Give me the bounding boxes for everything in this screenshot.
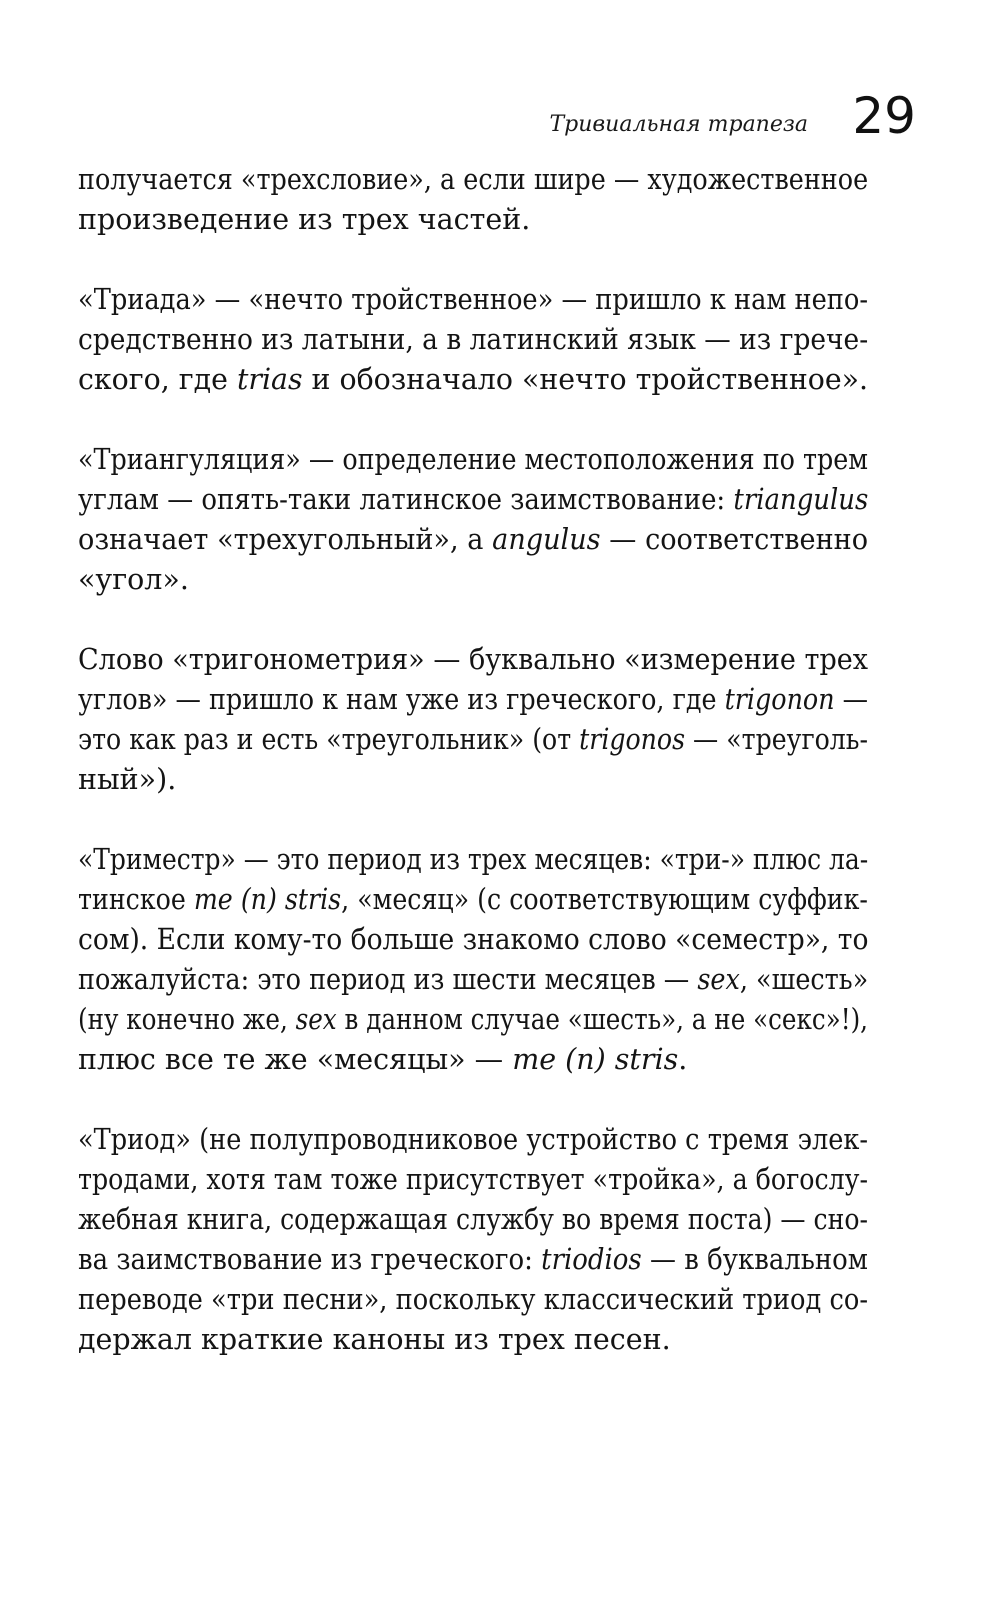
paragraph (78, 640, 868, 800)
text-run: тродами, хотя там тоже присутствует «тройка», а богослу- (78, 1163, 869, 1196)
text-run: «Триод» (не полупроводниковое устройство с тремя элек- (78, 1123, 868, 1156)
text-line (78, 1120, 868, 1160)
text-run: углам — опять-таки латинское заимствование: (78, 483, 734, 516)
text-line (78, 1240, 868, 1280)
text-line (78, 960, 868, 1000)
text-run: это как раз и есть «треугольник» (от (78, 723, 580, 756)
text-run: углов» — пришло к нам уже из греческого, где (78, 683, 725, 716)
text-line (78, 280, 868, 320)
paragraph (78, 840, 868, 1080)
text-run: произведение из трех частей. (78, 203, 531, 236)
text-run: . (678, 1043, 688, 1076)
text-line (78, 520, 868, 560)
paragraph (78, 1120, 868, 1360)
text-line (78, 1000, 868, 1040)
text-run: тинское (78, 883, 194, 916)
paragraph (78, 280, 868, 400)
text-run: — (834, 683, 869, 716)
paragraph (78, 440, 868, 600)
text-line (78, 200, 868, 240)
text-line (78, 760, 868, 800)
italic-term: trigonos (579, 723, 685, 756)
text-line (78, 920, 868, 960)
text-line (78, 1280, 868, 1320)
text-line (78, 560, 868, 600)
text-run: «Триангуляция» — определение местоположения по трем (78, 443, 869, 476)
text-run: — соответственно (600, 523, 869, 556)
text-line (78, 440, 868, 480)
body-text (78, 160, 868, 1400)
text-line (78, 480, 868, 520)
text-run: средственно из латыни, а в латинский язык — из грече- (78, 323, 869, 356)
text-line (78, 320, 868, 360)
text-line (78, 1320, 868, 1360)
italic-term: sex (697, 963, 740, 996)
italic-term: trias (236, 363, 303, 396)
italic-term: triangulus (733, 483, 869, 516)
text-run: ный»). (78, 763, 177, 796)
running-head (0, 88, 1000, 148)
text-run: пожалуйста: это период из шести месяцев — (78, 963, 698, 996)
text-line (78, 1160, 868, 1200)
italic-term: trigonon (724, 683, 835, 716)
text-run: «угол». (78, 563, 189, 596)
text-run: ского, где (78, 363, 237, 396)
text-run: Слово «тригонометрия» — буквально «измерение трех (78, 643, 869, 676)
text-line (78, 640, 868, 680)
text-line (78, 840, 868, 880)
text-line (78, 720, 868, 760)
text-run: в данном случае «шесть», а не «секс»!), (336, 1003, 869, 1036)
italic-term: me (n) stris (512, 1043, 679, 1076)
text-run: и обозначало «нечто тройственное». (302, 363, 869, 396)
text-run: — «треуголь- (684, 723, 869, 756)
text-run: жебная книга, содержащая службу во время поста) — сно- (78, 1203, 869, 1236)
text-run: , «шесть» (739, 963, 869, 996)
italic-term: me (n) stris (193, 883, 342, 916)
text-run: держал краткие каноны из трех песен. (78, 1323, 671, 1356)
text-line (78, 1040, 868, 1080)
text-line (78, 880, 868, 920)
text-run: получается «трехсловие», а если шире — художественное (78, 163, 869, 196)
text-line (78, 160, 868, 200)
text-run: , «месяц» (с соответствующим суффик- (341, 883, 868, 916)
text-run: «Триада» — «нечто тройственное» — пришло к нам непо- (78, 283, 869, 316)
text-run: означает «трехугольный», а (78, 523, 493, 556)
running-title: Тривиальная трапеза (549, 112, 808, 137)
text-run: — в буквальном (641, 1243, 868, 1276)
text-run: сом). Если кому-то больше знакомо слово «семестр», то (78, 923, 869, 956)
text-run: переводе «три песни», поскольку классический триод со- (78, 1283, 869, 1316)
text-line (78, 360, 868, 400)
text-run: плюс все те же «месяцы» — (78, 1043, 513, 1076)
italic-term: sex (295, 1003, 337, 1036)
italic-term: triodios (541, 1243, 642, 1276)
paragraph (78, 160, 868, 240)
italic-term: angulus (492, 523, 601, 556)
text-run: (ну конечно же, (78, 1003, 296, 1036)
text-line (78, 1200, 868, 1240)
text-run: «Триместр» — это период из трех месяцев: «три-» плюс ла- (78, 843, 869, 876)
text-line (78, 680, 868, 720)
page-number: 29 (852, 87, 916, 145)
text-run: ва заимствование из греческого: (78, 1243, 542, 1276)
